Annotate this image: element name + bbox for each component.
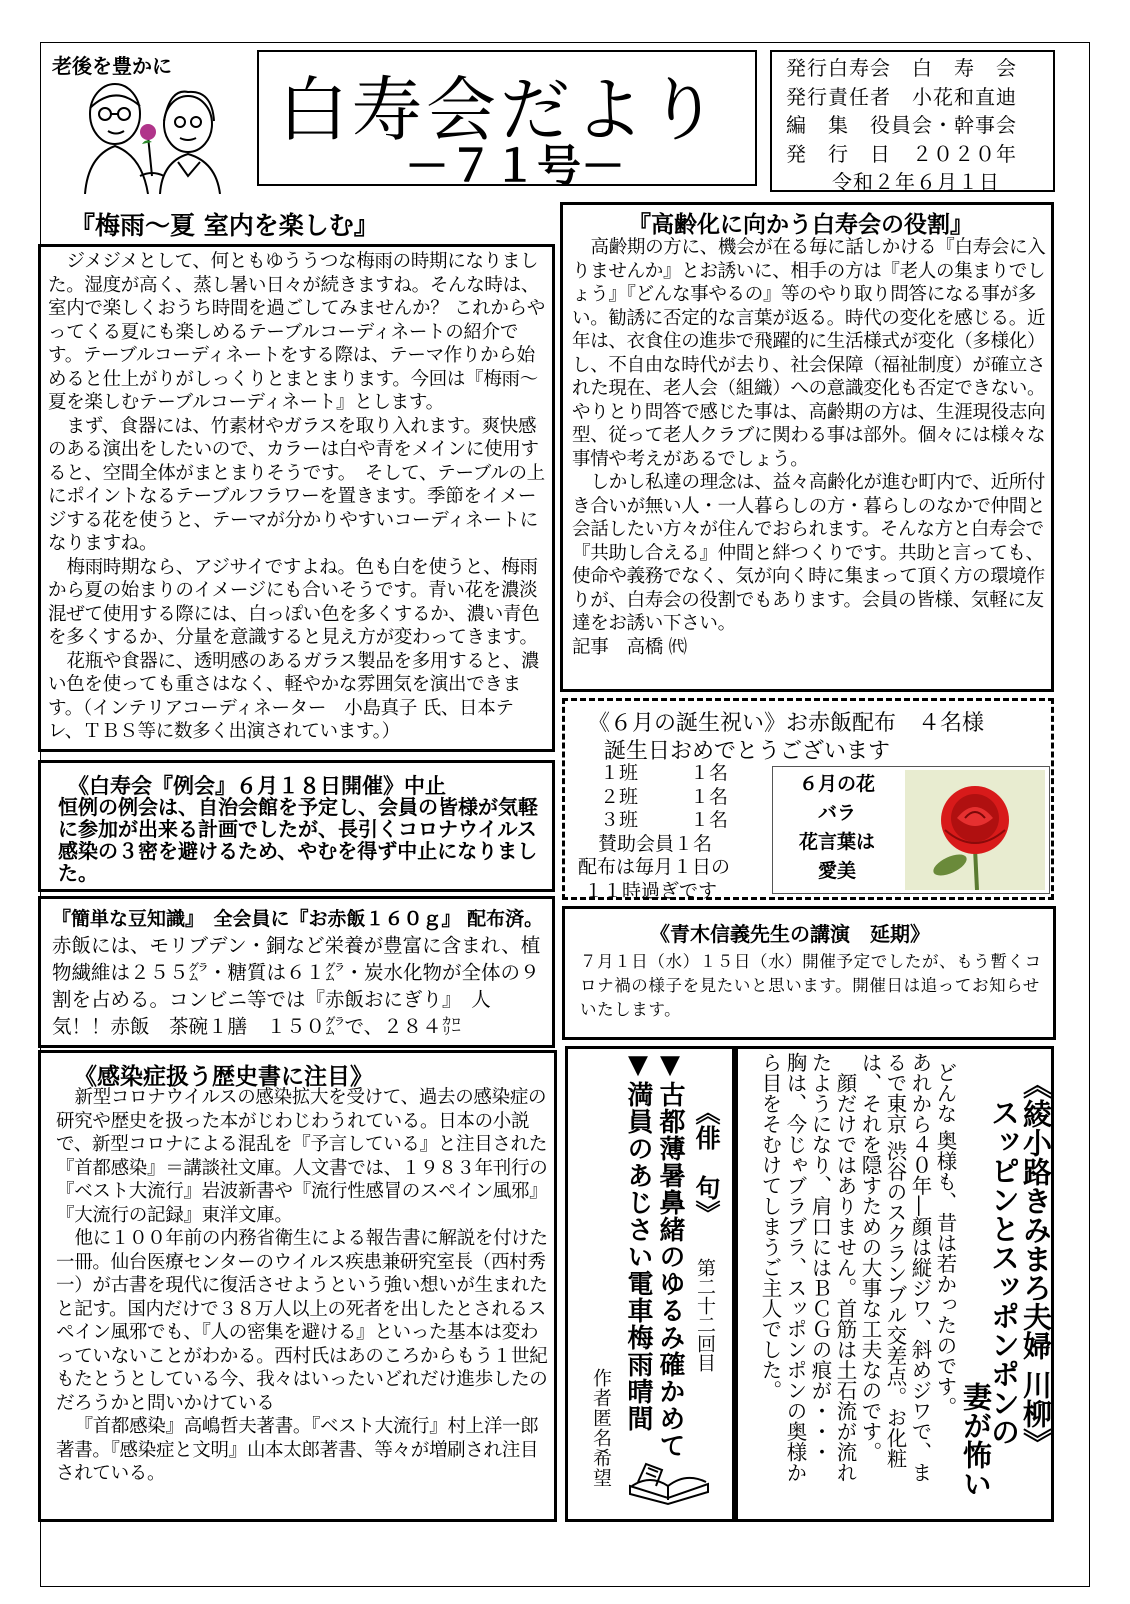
birthday-row: ３班 １名 <box>600 809 729 831</box>
elderly-couple-illustration <box>60 76 240 194</box>
birthday-title: 《６月の誕生祝い》お赤飯配布 ４名様 <box>588 711 985 736</box>
info-row: 発行責任者 小花和直迪 <box>786 84 1017 109</box>
lecture-body: ７月１日（水）１５日（水）開催予定でしたが、もう暫くコロナ禍の様子を見たいと思います。開催日は追ってお知らせいたします。 <box>580 952 1042 1019</box>
meeting-body: 恒例の例会は、自治会館を予定し、会員の皆様が気軽に参加が出来る計画でしたが、長引くコロナウイルス感染の３密を避けるため、やむを得ず中止になりました。 <box>58 795 538 885</box>
haiku-line-2: ▼満員のあじさい電車梅雨晴間 <box>623 1050 653 1432</box>
role-title: 『高齢化に向かう白寿会の役割』 <box>628 212 973 238</box>
birthday-row: １班 １名 <box>600 762 729 784</box>
flower-text: ６月の花 バラ 花言葉は 愛美 <box>798 773 875 882</box>
info-row: 編 集 役員会・幹事会 <box>786 113 1017 137</box>
senryu-col: たようになり、肩口にはＢＣＧの痕が・・・ <box>808 1052 832 1462</box>
senryu-col: は、それを隠すための大事な工夫なのです。 <box>858 1052 882 1462</box>
rose-image <box>905 770 1045 890</box>
senryu-col: ら目をそむけてしまうご主人でした。 <box>758 1052 782 1401</box>
newsletter-title: 白寿会だより <box>278 69 722 151</box>
meeting-title: 《白寿会『例会』６月１８日開催》中止 <box>68 774 446 798</box>
birthday-note: 配布は毎月１日の <box>578 856 731 878</box>
senryu-col: 胸は、今じゃブラブラ、スッポンポンの奥様か <box>783 1052 807 1483</box>
tsuyu-body: ジメジメとして、何ともゆううつな梅雨の時期になりました。湿度が高く、蒸し暑い日々が続きますね。そんな時は、室内で楽しくおうち時間を過ごしてみませんか？ これからやってくる夏にも楽しめるテーブルコーディネートの紹介です。テーブルコーディネートをする際は、テーマ作りから始めると仕上がりがしっくりとまとまります。今回は『梅雨～夏を楽しむテーブルコーディネート』とします。 まず、食器には、竹素材やガラスを取り入れます。爽快感のある演出をしたいので、カラーは白や青をメインに使用すると、空間全体がまとまりそうです。 そして、テーブルの上にポイントなるテーブルフラワーを置きます。季節をイメージする花を使うと、テーマが分かりやすいコーディネートになりますね。 梅雨時期なら、アジサイですよね。色も白を使うと、梅雨から夏の始まりのイメージにも合いそうです。青い花を濃淡混ぜて使用する際には、白っぽい色を多くするか、濃い青色を多くするか、分量を意識すると見え方が変わってきます。 花瓶や食器に、透明感のあるガラス製品を多用すると、濃い色を使っても重さはなく、軽やかな雰囲気を演出できます。（インテリアコーディネーター 小島真子 氏、日本テレ、ＴＢＳ等に数多く出演されています。） <box>48 251 545 742</box>
book-icon <box>624 1456 714 1506</box>
haiku-author: 作者匿名希望 <box>590 1368 612 1488</box>
publication-info <box>786 54 1051 197</box>
birthday-subtitle: 誕生日おめでとうございます <box>604 739 891 764</box>
senryu-subtitle-1: スッピンとスッポンポンの <box>987 1098 1021 1446</box>
info-row: 発 行 日 ２０２０年 <box>786 141 1017 166</box>
bean-body: 赤飯には、モリブデン・銅など栄養が豊富に含まれ、植物繊維は２５５㌘・糖質は６１㌘・炭水化物が全体の９割を占める。コンビニ等では『赤飯おにぎり』 人気！！赤飯 茶碗１膳 １５０㌘で、２８４㌍ <box>52 934 541 1038</box>
lecture-title: 《青木信義先生の講演 延期》 <box>650 922 930 946</box>
senryu-col: るで東京 渋谷のスクランブル交差点。お化粧 <box>883 1052 907 1469</box>
birthday-list <box>578 762 778 903</box>
haiku-number: 第二十二回目 <box>694 1258 716 1372</box>
birthday-row: ２班 １名 <box>600 785 729 808</box>
books-title: 《感染症扱う歴史書に注目》 <box>74 1064 373 1090</box>
haiku-line-1: ▼古都薄暑鼻緒のゆるみ確かめて <box>655 1050 685 1459</box>
bean-title: 『簡単な豆知識』 全会員に『お赤飯１６０ｇ』 配布済。 <box>52 908 544 930</box>
slogan: 老後を豊かに <box>52 54 172 78</box>
info-row: 発行白寿会 白 寿 会 <box>786 56 1017 80</box>
senryu-subtitle-2: 妻が怖い <box>959 1382 993 1498</box>
role-body: 高齢期の方に、機会が在る毎に話しかける『白寿会に入りませんか』とお誘いに、相手の方は『老人の集まりでしょう』『どんな事やるの』等のやり取り問答になる事が多い。勧誘に否定的な言葉が返る。時代の変化を感じる。近年は、衣食住の進歩で飛躍的に生活様式が変化（多様化）し、不自由な時代が去り、社会保障（福祉制度）が確立された現在、老人会（組織）への意識変化も否定できない。やりとり問答で感じた事は、高齢期の方は、生涯現役志向型、従って老人クラブに関わる事は部外。個々には様々な事情や考えがあるでしょう。 しかし私達の理念は、益々高齢化が進む町内で、近所付き合いが無い人・一人暮らしの方・暮らしのなかで仲間と会話したい方々が住んでおられます。そんな方と白寿会で『共助し合える』仲間と絆つくりです。共助と言っても、使命や義務でなく、気が向く時に集まって頂く方の環境作りが、白寿会の役割でもあります。会員の皆様、気軽に友達をお誘い下さい。 記事 高橋 ㈹ <box>572 237 1046 658</box>
senryu-col: 顔だけではありません。首筋は土石流が流れ <box>833 1052 857 1483</box>
haiku-title: 《俳 句》 <box>692 1100 721 1225</box>
birthday-note: １１時過ぎです <box>584 879 718 902</box>
senryu-col: あれから４０年―顔は縦ジワ、斜めジワで、ま <box>908 1052 932 1483</box>
senryu-title: 《綾小路きみまろ夫婦 川柳》 <box>1019 1070 1053 1458</box>
senryu-col: どんな 奥様も、昔は若かったのです。 <box>933 1062 957 1418</box>
issue-date: 令和２年６月１日 <box>832 170 1000 194</box>
birthday-row: 賛助会員１名 <box>598 832 713 855</box>
issue-number: －７１号－ <box>405 141 625 192</box>
tsuyu-title: 『梅雨～夏 室内を楽しむ』 <box>70 211 379 240</box>
books-body: 新型コロナウイルスの感染拡大を受けて、過去の感染症の研究や歴史を扱った本がじわじわうれている。日本の小説で、新型コロナによる混乱を『予言している』と注目された『首都感染』＝講談社文庫。人文書では、１９８３年刊行の『ベスト大流行』岩波新書や『流行性感冒のスペイン風邪』『大流行の記録』東洋文庫。 他に１００年前の内務省衛生による報告書に解説を付けた一冊。仙台医療センターのウイルス疾患兼研究室長（西村秀一）が古書を現代に復活させようという強い想いが生まれたと記す。国内だけで３８万人以上の死者を出したとされるスペイン風邪でも、『人の密集を避ける』といった基本は変わっていないことがわかる。西村氏はあのころからもう１世紀もたとうとしている今、我々はいったいどれだけ進歩したのだろうかと問いかけている 『首都感染』高嶋哲夫著書。『ベスト大流行』村上洋一郎著書。『感染症と文明』山本太郎著書、等々が増刷され注目されている。 <box>56 1087 548 1484</box>
